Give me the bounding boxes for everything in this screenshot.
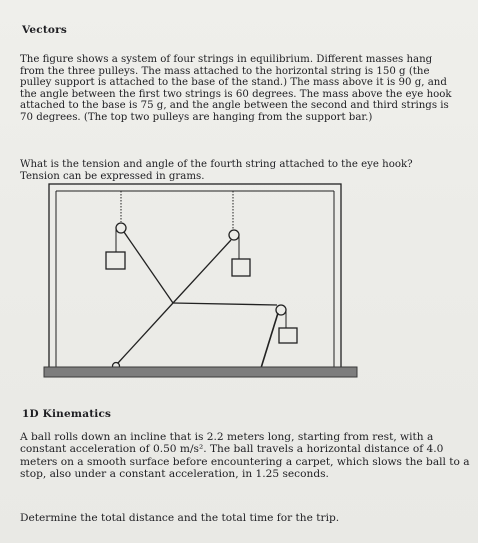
kinematics-heading: 1D Kinematics [22, 408, 112, 420]
kinematics-problem: A ball rolls down an incline that is 2.2 meters long, starting from rest, with a constant acceleration of 0.50 m/s². The ball travels a horizontal distance of 4.0 meters on a smooth surface before encountering a carpet, which slows the ball to a stop, also under a constant acceleration, in 1.25 seconds. [20, 431, 470, 481]
stand-base [44, 367, 357, 377]
mass-right [232, 259, 250, 276]
string-to-right-pulley [173, 240, 231, 303]
right-pulley [229, 230, 239, 240]
vectors-description: The figure shows a system of four strings in equilibrium. Different masses hang from the three pulleys. The mass attached to the horizontal string is 150 g (the pulley support is attached to the base of the stand.) The mass above it is 90 g, and the angle between the first two strings is 60 degrees. The mass above the eye hook attached to the base is 75 g, and the angle between the second and third strings is 70 degrees. (The top two pulleys are hanging from the support bar.) [20, 54, 452, 123]
mass-left [106, 252, 125, 269]
left-pulley [116, 223, 126, 233]
vectors-question: What is the tension and angle of the fourth string attached to the eye hook? Tension can be expressed in grams. [20, 159, 413, 182]
string-horizontal [173, 303, 277, 305]
kinematics-question: Determine the total distance and the total time for the trip. [20, 512, 340, 524]
vectors-heading: Vectors [22, 24, 67, 36]
string-to-eye-hook [118, 303, 173, 363]
mass-bottom [279, 328, 297, 343]
pulley-support-rod [261, 313, 278, 368]
string-to-left-pulley [124, 232, 173, 303]
